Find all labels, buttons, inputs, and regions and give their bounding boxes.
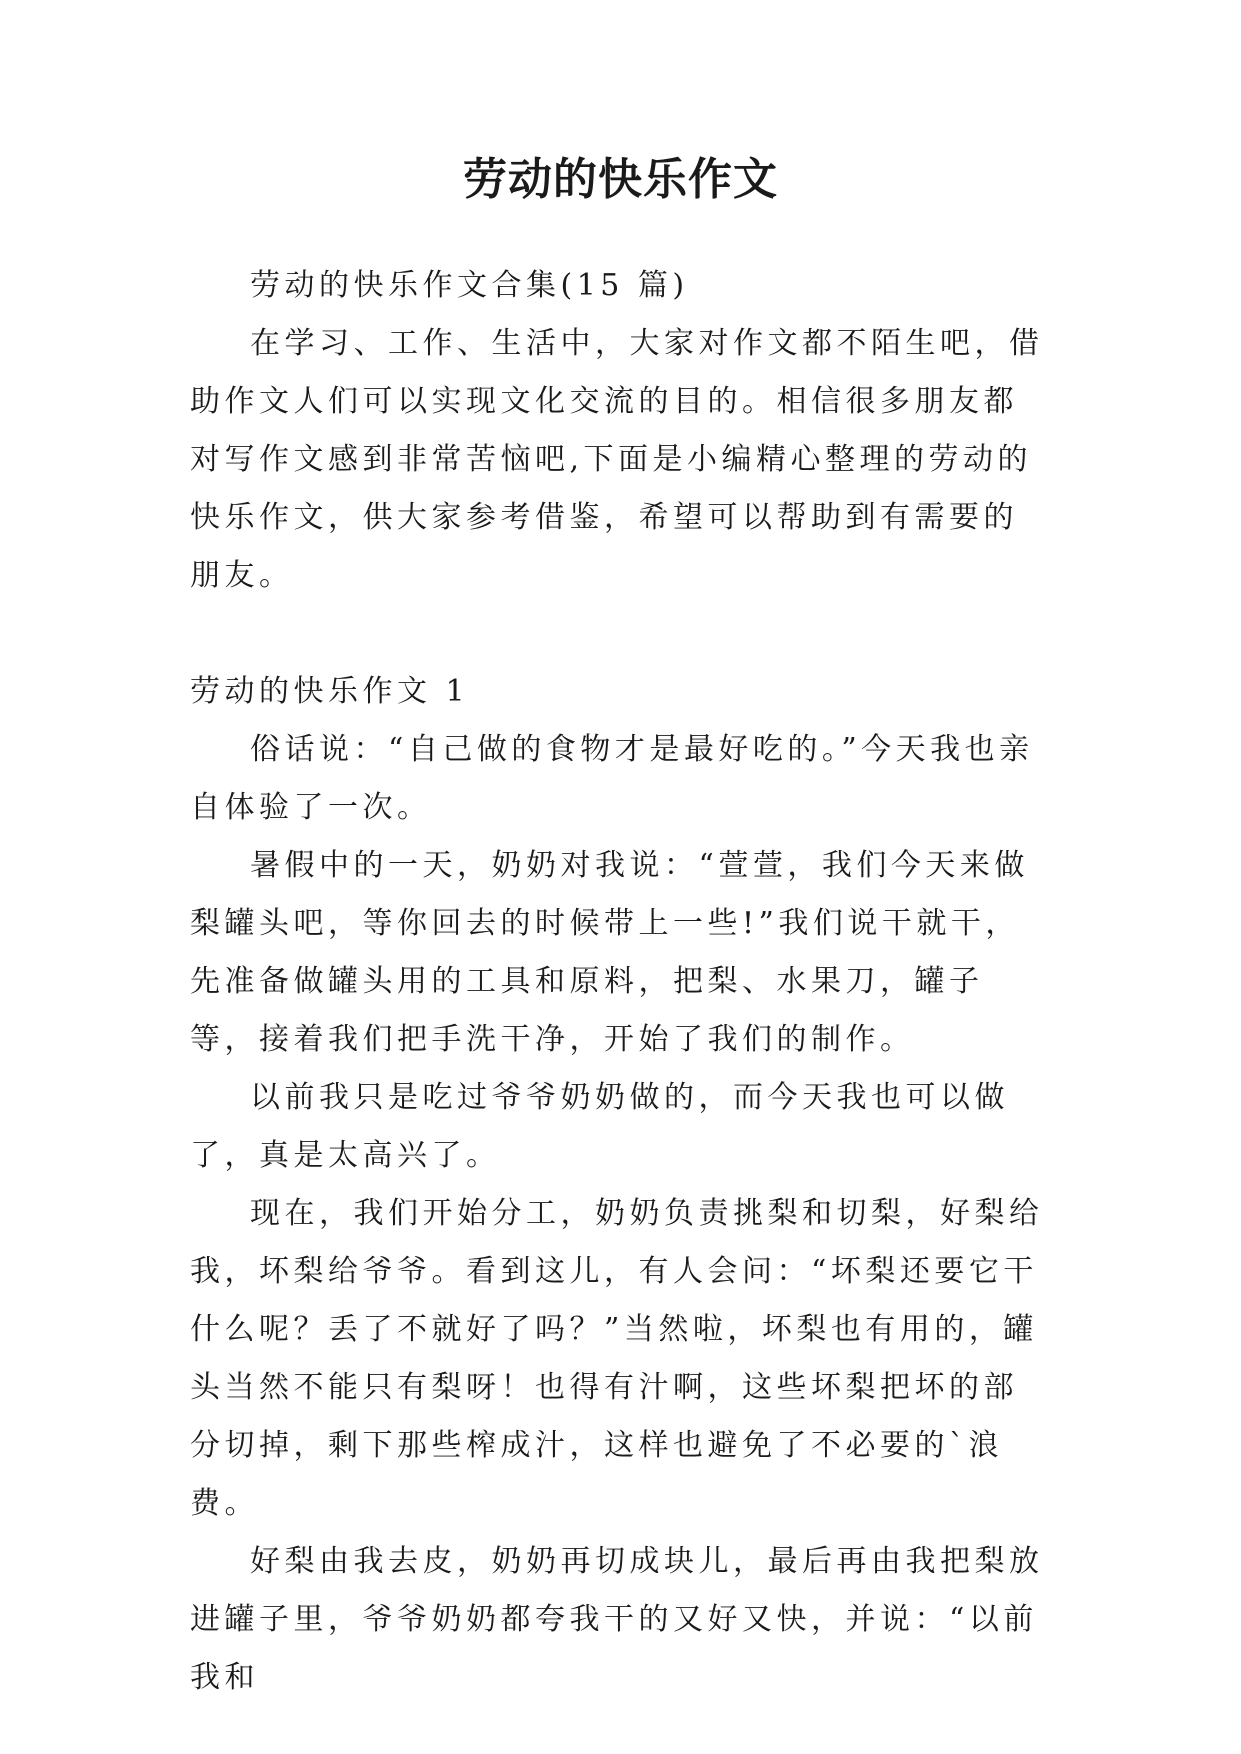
- paragraph: 好梨由我去皮，奶奶再切成块儿，最后再由我把梨放进罐子里，爷爷奶奶都夸我干的又好又快，并说：“以前我和: [190, 1544, 1044, 1695]
- intro-subtitle: 劳动的快乐作文合集(15 篇): [250, 268, 689, 303]
- paragraph: 暑假中的一天，奶奶对我说：“萱萱，我们今天来做梨罐头吧，等你回去的时候带上一些!”我们说干就干，先准备做罐头用的工具和原料，把梨、水果刀，罐子等，接着我们把手洗干净，开始了我们的制作。: [190, 848, 1029, 1057]
- paragraph: 俗话说：“自己做的食物才是最好吃的。”今天我也亲自体验了一次。: [190, 732, 1034, 825]
- document-body: [190, 257, 1052, 1707]
- section-heading: 劳动的快乐作文 1: [190, 674, 470, 709]
- paragraph: 现在，我们开始分工，奶奶负责挑梨和切梨，好梨给我，坏梨给爷爷。看到这儿，有人会问：“坏梨还要它干什么呢？丢了不就好了吗？”当然啦，坏梨也有用的，罐头当然不能只有梨呀！也得有汁啊，这些坏梨把坏的部分切掉，剩下那些榨成汁，这样也避免了不必要的`浪费。: [190, 1196, 1044, 1521]
- document-title: 劳动的快乐作文: [463, 154, 778, 205]
- paragraph: 以前我只是吃过爷爷奶奶做的，而今天我也可以做了，真是太高兴了。: [190, 1080, 1009, 1173]
- intro-paragraph: 在学习、工作、生活中，大家对作文都不陌生吧，借助作文人们可以实现文化交流的目的。相信很多朋友都对写作文感到非常苦恼吧,下面是小编精心整理的劳动的快乐作文，供大家参考借鉴，希望可以帮助到有需要的朋友。: [190, 326, 1044, 593]
- section-spacer: [190, 605, 1052, 663]
